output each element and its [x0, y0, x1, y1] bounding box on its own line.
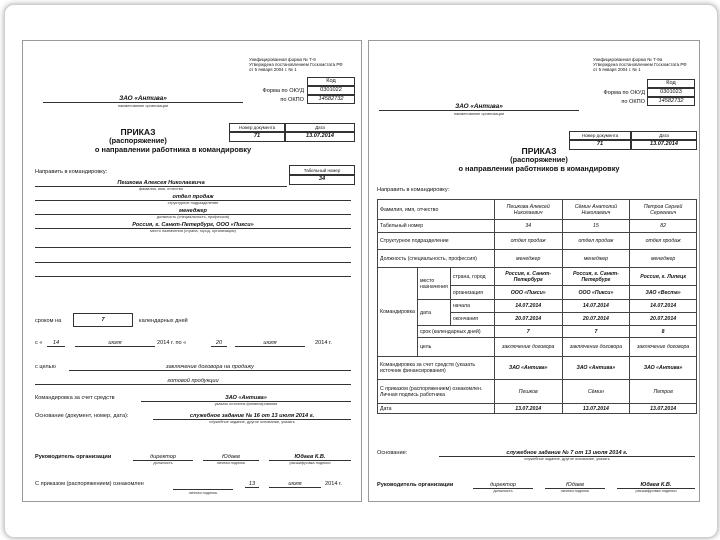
- basis-caption: служебное задание, другое основание, указать: [524, 456, 610, 461]
- basis-value: служебное задание № 16 от 13 июля 2014 г.: [153, 413, 351, 420]
- emp-2-country: Россия, г. Санкт-Петербург: [562, 268, 630, 286]
- emp-2-org: ООО «Пикси»: [562, 286, 630, 300]
- emp-3-tab: 82: [630, 220, 697, 233]
- from-year: 2014 г. по «: [157, 340, 187, 346]
- tabnum-header: Табельный номер: [289, 165, 355, 175]
- basis-value: служебное задание № 7 от 13 июля 2014 г.: [439, 450, 695, 457]
- emp-1-start: 14.07.2014: [494, 300, 562, 313]
- form-t9a: [368, 40, 700, 502]
- position-caption: должность (специальность, профессия): [156, 214, 230, 219]
- emp-3-ackdate: 13.07.2014: [630, 404, 697, 414]
- label-purpose: цель: [417, 338, 494, 357]
- row-start: [378, 300, 697, 313]
- emp-2-funding: ЗАО «Антива»: [562, 357, 630, 380]
- label-fio: Фамилия, имя, отчество: [378, 200, 495, 220]
- emp-1-tab: 34: [494, 220, 562, 233]
- basis-label: Основание (документ, номер, дата):: [35, 413, 129, 419]
- to-year: 2014 г.: [315, 340, 332, 346]
- ack-caption: личная подпись: [188, 490, 218, 495]
- row-ack: [378, 380, 697, 404]
- okpo-code: 14582732: [307, 95, 355, 104]
- row-pos: [378, 250, 697, 268]
- send-label: Направить в командировку:: [35, 169, 108, 175]
- emp-1-pos: менеджер: [494, 250, 562, 268]
- from-label: с «: [35, 340, 43, 346]
- cap-sign: личная подпись: [560, 488, 590, 493]
- destination-value: Россия, г. Санкт-Петербург, ООО «Пикси»: [35, 222, 351, 229]
- okpo-label: по ОКПО: [621, 99, 645, 105]
- send-label: Направить в командировку:: [377, 187, 450, 193]
- label-funding: Командировка за счет средств (указать источник финансирования): [378, 357, 495, 380]
- label-org: организация: [450, 286, 494, 300]
- date-header: Дата: [285, 123, 355, 132]
- head-sign: Юдаев: [203, 454, 259, 461]
- okpo-code: 14582732: [647, 97, 695, 106]
- date-value: 13.07.2014: [285, 132, 355, 142]
- label-dept: Структурное подразделение: [378, 233, 495, 250]
- employee-name: Пешкова Алексея Николаевича: [35, 180, 287, 187]
- docnum-header: Номер документа: [569, 131, 631, 140]
- emp-1-ackdate: 13.07.2014: [494, 404, 562, 414]
- date-value: 13.07.2014: [631, 140, 697, 150]
- row-purpose: [378, 338, 697, 357]
- emp-1-purpose: заключение договора: [494, 338, 562, 357]
- label-term-group: Командировка: [378, 268, 418, 357]
- emp-3-fio: Петров Сергей Сергеевич: [630, 200, 697, 220]
- emp-1-dept: отдел продаж: [494, 233, 562, 250]
- docnum-value: 71: [229, 132, 285, 142]
- row-term: [378, 326, 697, 338]
- emp-3-sign: Петров: [630, 380, 697, 404]
- destination-caption: место назначения (страна, город, организация): [150, 228, 236, 233]
- label-country: страна, город: [450, 268, 494, 286]
- label-term: срок (календарных дней): [417, 326, 494, 338]
- okud-label: Форма по ОКУД: [603, 90, 645, 96]
- emp-3-pos: менеджер: [630, 250, 697, 268]
- doc-title-purpose: о направлении работников в командировку: [458, 164, 620, 173]
- position-value: менеджер: [35, 208, 351, 215]
- ack-label: С приказом (распоряжением) ознакомлен: [35, 481, 144, 487]
- form-header-note: Унифицированная форма № Т-9 Утверждена постановлением Госкомстата РФ от 5 января 2004 г. № 1: [249, 57, 343, 72]
- purpose-line-1: заключение договора на продажу: [69, 364, 351, 371]
- label-place: место назначения: [417, 268, 450, 300]
- okud-label: Форма по ОКУД: [262, 88, 304, 94]
- head-label: Руководитель организации: [35, 454, 112, 460]
- label-end: окончания: [450, 313, 494, 326]
- doc-subtitle: (распоряжение): [109, 136, 167, 145]
- emp-3-end: 20.07.2014: [630, 313, 697, 326]
- funding-caption: указать источник финансирования: [214, 401, 278, 406]
- org-name: ЗАО «Антива»: [379, 103, 579, 111]
- cap-sign: личная подпись: [216, 460, 246, 465]
- emp-2-term: 7: [562, 326, 630, 338]
- purpose-line-2: готовой продукции: [35, 378, 351, 385]
- employee-caption: фамилия, имя, отчество: [138, 186, 183, 191]
- row-fio: [378, 200, 697, 220]
- emp-2-ackdate: 13.07.2014: [562, 404, 630, 414]
- to-month: июля: [235, 340, 305, 347]
- row-funding: [378, 357, 697, 380]
- row-tab: [378, 220, 697, 233]
- label-tab: Табельный номер: [378, 220, 495, 233]
- org-caption: наименование организации: [453, 111, 505, 116]
- blank-line-3: [35, 275, 351, 277]
- label-ack: С приказом (распоряжением) ознакомлен. Личная подпись работника: [378, 380, 495, 404]
- ack-month: июля: [269, 481, 321, 488]
- form-header-note: Унифицированная форма № Т-9а Утверждена постановлением Госкомстата РФ от 5 января 2004 г. № 1: [593, 57, 687, 72]
- purpose-label: с целью: [35, 364, 56, 370]
- emp-1-org: ООО «Пикси»: [494, 286, 562, 300]
- from-day: 14: [47, 340, 65, 347]
- emp-2-pos: менеджер: [562, 250, 630, 268]
- funding-label: Командировка за счет средств: [35, 395, 115, 401]
- code-header: Код: [647, 79, 695, 88]
- okpo-label: по ОКПО: [280, 97, 304, 103]
- row-dept: [378, 233, 697, 250]
- doc-subtitle: (распоряжение): [510, 155, 568, 164]
- dept-caption: структурное подразделение: [167, 200, 219, 205]
- head-position: директор: [133, 454, 193, 461]
- label-ackdate: Дата: [378, 404, 495, 414]
- to-day: 20: [211, 340, 227, 347]
- docnum-header: Номер документа: [229, 123, 285, 132]
- emp-2-tab: 15: [562, 220, 630, 233]
- code-header: Код: [307, 77, 355, 86]
- term-unit: календарных дней: [139, 318, 188, 324]
- label-start: начала: [450, 300, 494, 313]
- blank-line-2: [35, 261, 351, 263]
- funding-value: ЗАО «Антива»: [141, 395, 351, 402]
- term-label: сроком на: [35, 318, 62, 324]
- emp-1-end: 20.07.2014: [494, 313, 562, 326]
- tabnum-value: 34: [289, 175, 355, 185]
- emp-1-sign: Пешков: [494, 380, 562, 404]
- emp-1-funding: ЗАО «Антива»: [494, 357, 562, 380]
- emp-2-start: 14.07.2014: [562, 300, 630, 313]
- label-date: дата: [417, 300, 450, 326]
- dept-value: отдел продаж: [35, 194, 351, 201]
- okud-code: 0301023: [647, 88, 695, 97]
- docnum-value: 71: [569, 140, 631, 150]
- head-name: Юдаев К.В.: [617, 482, 695, 489]
- doc-title-purpose: о направлении работника в командировку: [94, 145, 252, 154]
- emp-2-purpose: заключение договора: [562, 338, 630, 357]
- form-t9: [22, 40, 362, 502]
- emp-3-country: Россия, г. Липецк: [630, 268, 697, 286]
- from-month: июля: [75, 340, 155, 347]
- term-value: 7: [73, 313, 133, 327]
- emp-3-dept: отдел продаж: [630, 233, 697, 250]
- cap-position: должность: [153, 460, 173, 465]
- label-pos: Должность (специальность, профессия): [378, 250, 495, 268]
- head-position: директор: [473, 482, 533, 489]
- doc-title: ПРИКАЗ: [521, 146, 557, 156]
- cap-position: должность: [493, 488, 513, 493]
- emp-3-funding: ЗАО «Антива»: [630, 357, 697, 380]
- emp-3-purpose: заключение договора: [630, 338, 697, 357]
- emp-3-term: 8: [630, 326, 697, 338]
- emp-2-fio: Сёмин Анатолий Николаевич: [562, 200, 630, 220]
- emp-1-country: Россия, г. Санкт-Петербург: [494, 268, 562, 286]
- cap-name: расшифровка подписи: [635, 488, 677, 493]
- emp-2-sign: Сёмин: [562, 380, 630, 404]
- basis-label: Основание:: [377, 450, 408, 456]
- doc-title: ПРИКАЗ: [120, 127, 156, 137]
- org-caption: наименование организации: [117, 103, 169, 108]
- emp-1-fio: Пешкова Алексей Николаевич: [494, 200, 562, 220]
- okud-code: 0301022: [307, 86, 355, 95]
- emp-2-dept: отдел продаж: [562, 233, 630, 250]
- blank-line-1: [35, 246, 351, 248]
- head-name: Юдаев К.В.: [269, 454, 351, 461]
- head-label: Руководитель организации: [377, 482, 454, 488]
- ack-year: 2014 г.: [325, 481, 342, 487]
- emp-3-org: ЗАО «Веста»: [630, 286, 697, 300]
- ack-day: 13: [245, 481, 259, 488]
- row-ackdate: [378, 404, 697, 414]
- head-sign: Юдаев: [545, 482, 605, 489]
- row-country: [378, 268, 697, 286]
- emp-1-term: 7: [494, 326, 562, 338]
- basis-caption: служебное задание, другое основание, указать: [209, 419, 295, 424]
- org-name: ЗАО «Антива»: [43, 95, 243, 103]
- emp-2-end: 20.07.2014: [562, 313, 630, 326]
- cap-name: расшифровка подписи: [289, 460, 331, 465]
- employees-table: [377, 199, 697, 414]
- date-header: Дата: [631, 131, 697, 140]
- emp-3-start: 14.07.2014: [630, 300, 697, 313]
